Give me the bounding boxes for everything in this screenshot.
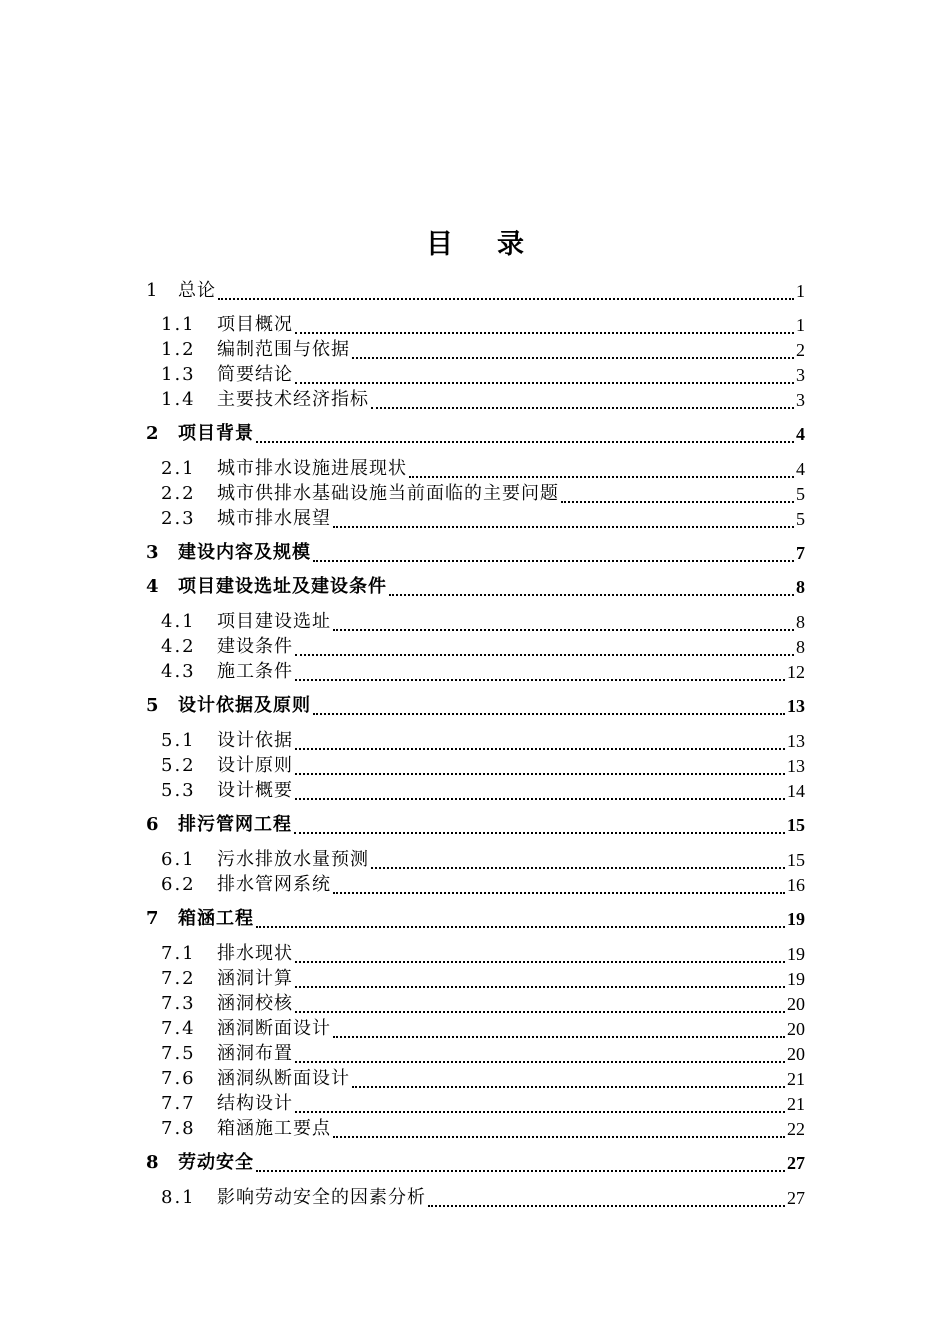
toc-entry-number: 7.8: [161, 1118, 196, 1139]
toc-entry-title: 箱涵工程: [178, 908, 254, 929]
toc-entry-title: 设计依据及原则: [178, 695, 311, 716]
toc-entry-title: 设计原则: [217, 755, 293, 776]
toc-entry[interactable]: [0, 458, 805, 480]
toc-leader-dots: [294, 832, 785, 834]
toc-entry-title: 影响劳动安全的因素分析: [217, 1187, 426, 1208]
toc-entry-number: 7.2: [161, 968, 196, 989]
toc-entry-page: 13: [787, 696, 805, 716]
toc-entry-page: 8: [796, 637, 805, 657]
toc-entry-page: 5: [796, 484, 805, 504]
toc-entry-number: 2.3: [161, 508, 196, 529]
toc-entry-title: 城市供排水基础设施当前面临的主要问题: [217, 483, 559, 504]
toc-leader-dots: [313, 713, 785, 715]
toc-leader-dots: [256, 1170, 785, 1172]
toc-entry-title: 涵洞断面设计: [217, 1018, 331, 1039]
toc-leader-dots: [295, 1011, 785, 1013]
toc-entry-number: 1.1: [161, 314, 196, 335]
toc-entry[interactable]: [0, 730, 805, 752]
toc-entry-number: 7.5: [161, 1043, 196, 1064]
toc-entry-page: 20: [787, 994, 805, 1014]
toc-entry-number: 4: [146, 576, 161, 597]
toc-entry-page: 2: [796, 340, 805, 360]
toc-entry-number: 6.1: [161, 849, 196, 870]
toc-entry-title: 设计依据: [217, 730, 293, 751]
toc-entry-title: 排水现状: [217, 943, 293, 964]
toc-leader-dots: [295, 654, 794, 656]
toc-entry-number: 6.2: [161, 874, 196, 895]
toc-entry-title: 建设条件: [217, 636, 293, 657]
toc-leader-dots: [295, 332, 794, 334]
toc-entry-title: 设计概要: [217, 780, 293, 801]
toc-entry-number: 1: [146, 280, 160, 301]
toc-entry-title: 结构设计: [217, 1093, 293, 1114]
toc-entry[interactable]: [0, 780, 805, 802]
toc-leader-dots: [295, 382, 794, 384]
toc-entry-page: 1: [796, 281, 805, 301]
toc-entry-number: 5.2: [161, 755, 196, 776]
toc-entry-page: 21: [787, 1069, 805, 1089]
toc-entry[interactable]: [0, 364, 805, 386]
toc-leader-dots: [295, 748, 785, 750]
toc-entry-title: 简要结论: [217, 364, 293, 385]
toc-entry[interactable]: [0, 1043, 805, 1065]
toc-leader-dots: [352, 1086, 785, 1088]
toc-entry[interactable]: [0, 661, 805, 683]
toc-entry[interactable]: [0, 423, 805, 445]
toc-leader-dots: [409, 476, 794, 478]
toc-entry-title: 建设内容及规模: [178, 542, 311, 563]
toc-entry-title: 总论: [178, 280, 216, 301]
toc-entry-page: 13: [787, 756, 805, 776]
toc-leader-dots: [295, 1061, 785, 1063]
toc-entry-title: 排水管网系统: [217, 874, 331, 895]
toc-leader-dots: [352, 357, 794, 359]
toc-entry-number: 1.2: [161, 339, 196, 360]
toc-entry-number: 4.2: [161, 636, 196, 657]
toc-entry[interactable]: [0, 1068, 805, 1090]
toc-entry[interactable]: [0, 849, 805, 871]
toc-leader-dots: [333, 1036, 785, 1038]
toc-leader-dots: [256, 926, 785, 928]
toc-leader-dots: [561, 501, 794, 503]
toc-entry-title: 排污管网工程: [178, 814, 292, 835]
toc-entry[interactable]: [0, 908, 805, 930]
toc-entry-title: 项目建设选址: [217, 611, 331, 632]
toc-leader-dots: [295, 773, 785, 775]
toc-entry-title: 涵洞校核: [217, 993, 293, 1014]
toc-entry[interactable]: [0, 1118, 805, 1140]
toc-entry[interactable]: [0, 1152, 805, 1174]
toc-entry[interactable]: [0, 1187, 805, 1209]
toc-leader-dots: [295, 1111, 785, 1113]
toc-leader-dots: [389, 594, 794, 596]
toc-entry[interactable]: [0, 695, 805, 717]
toc-entry[interactable]: [0, 943, 805, 965]
toc-leader-dots: [333, 1136, 785, 1138]
toc-entry[interactable]: [0, 314, 805, 336]
toc-entry-number: 2.2: [161, 483, 196, 504]
toc-entry-number: 1.3: [161, 364, 196, 385]
toc-entry-number: 6: [146, 814, 161, 835]
toc-entry-title: 劳动安全: [178, 1152, 254, 1173]
toc-entry-title: 项目背景: [178, 423, 254, 444]
toc-entry-page: 14: [787, 781, 805, 801]
toc-entry[interactable]: [0, 874, 805, 896]
toc-leader-dots: [333, 892, 785, 894]
toc-entry[interactable]: [0, 542, 805, 564]
toc-entry-page: 19: [787, 969, 805, 989]
toc-entry[interactable]: [0, 389, 805, 411]
toc-entry-number: 1.4: [161, 389, 196, 410]
toc-entry-page: 15: [787, 850, 805, 870]
page-title: [0, 222, 950, 261]
toc-entry-title: 涵洞布置: [217, 1043, 293, 1064]
toc-entry-page: 15: [787, 815, 805, 835]
toc-entry-title: 施工条件: [217, 661, 293, 682]
toc-entry-number: 4.3: [161, 661, 196, 682]
toc-entry-page: 3: [796, 390, 805, 410]
toc-entry-page: 12: [787, 662, 805, 682]
toc-leader-dots: [371, 407, 794, 409]
toc-entry-title: 涵洞计算: [217, 968, 293, 989]
toc-entry-number: 5.1: [161, 730, 196, 751]
toc-entry-title: 涵洞纵断面设计: [217, 1068, 350, 1089]
toc-leader-dots: [333, 629, 794, 631]
toc-entry[interactable]: [0, 1018, 805, 1040]
toc-entry[interactable]: [0, 611, 805, 633]
toc-entry-number: 3: [146, 542, 161, 563]
toc-entry-page: 8: [796, 577, 805, 597]
toc-entry[interactable]: [0, 508, 805, 530]
toc-leader-dots: [428, 1205, 785, 1207]
toc-entry-page: 22: [787, 1119, 805, 1139]
toc-leader-dots: [295, 679, 785, 681]
toc-entry[interactable]: [0, 993, 805, 1015]
toc-entry-page: 13: [787, 731, 805, 751]
toc-entry-page: 20: [787, 1044, 805, 1064]
toc-entry[interactable]: [0, 280, 805, 302]
toc-entry-title: 编制范围与依据: [217, 339, 350, 360]
toc-entry[interactable]: [0, 968, 805, 990]
toc-entry-page: 21: [787, 1094, 805, 1114]
toc-entry-number: 7.3: [161, 993, 196, 1014]
toc-entry-number: 5.3: [161, 780, 196, 801]
toc-leader-dots: [371, 867, 785, 869]
toc-entry-page: 27: [787, 1188, 805, 1208]
toc-leader-dots: [313, 560, 794, 562]
toc-entry[interactable]: [0, 1093, 805, 1115]
toc-entry-page: 27: [787, 1153, 805, 1173]
toc-entry[interactable]: [0, 483, 805, 505]
toc-entry-title: 主要技术经济指标: [217, 389, 369, 410]
toc-entry-page: 20: [787, 1019, 805, 1039]
toc-entry-page: 7: [796, 543, 805, 563]
toc-entry-number: 7.4: [161, 1018, 196, 1039]
toc-entry-number: 4.1: [161, 611, 196, 632]
title-char-2: 录: [497, 229, 524, 260]
toc-entry-number: 7.6: [161, 1068, 196, 1089]
toc-entry-page: 1: [796, 315, 805, 335]
toc-entry-title: 项目建设选址及建设条件: [178, 576, 387, 597]
toc-entry-title: 城市排水展望: [217, 508, 331, 529]
toc-leader-dots: [295, 986, 785, 988]
title-char-1: 目: [426, 229, 453, 260]
toc-entry-number: 8.1: [161, 1187, 196, 1208]
toc-entry[interactable]: [0, 814, 805, 836]
toc-entry-title: 城市排水设施进展现状: [217, 458, 407, 479]
toc-entry[interactable]: [0, 339, 805, 361]
toc-entry-page: 4: [796, 459, 805, 479]
toc-entry[interactable]: [0, 576, 805, 598]
toc-entry[interactable]: [0, 755, 805, 777]
toc-entry-title: 项目概况: [217, 314, 293, 335]
toc-entry-number: 2.1: [161, 458, 196, 479]
toc-entry-number: 5: [146, 695, 161, 716]
toc-entry-number: 7.1: [161, 943, 196, 964]
toc-entry-page: 4: [796, 424, 805, 444]
toc-entry-page: 19: [787, 944, 805, 964]
toc-entry-number: 8: [146, 1152, 161, 1173]
toc-entry-page: 8: [796, 612, 805, 632]
toc-leader-dots: [218, 298, 794, 300]
toc-leader-dots: [295, 798, 785, 800]
toc-entry-title: 箱涵施工要点: [217, 1118, 331, 1139]
toc-leader-dots: [333, 526, 794, 528]
toc-entry-page: 3: [796, 365, 805, 385]
toc-leader-dots: [256, 441, 794, 443]
toc-entry-number: 2: [146, 423, 161, 444]
toc-entry-page: 19: [787, 909, 805, 929]
toc-entry-number: 7: [146, 908, 161, 929]
toc-leader-dots: [295, 961, 785, 963]
toc-entry-title: 污水排放水量预测: [217, 849, 369, 870]
toc-entry-page: 16: [787, 875, 805, 895]
toc-entry-page: 5: [796, 509, 805, 529]
toc-entry-number: 7.7: [161, 1093, 196, 1114]
toc-entry[interactable]: [0, 636, 805, 658]
